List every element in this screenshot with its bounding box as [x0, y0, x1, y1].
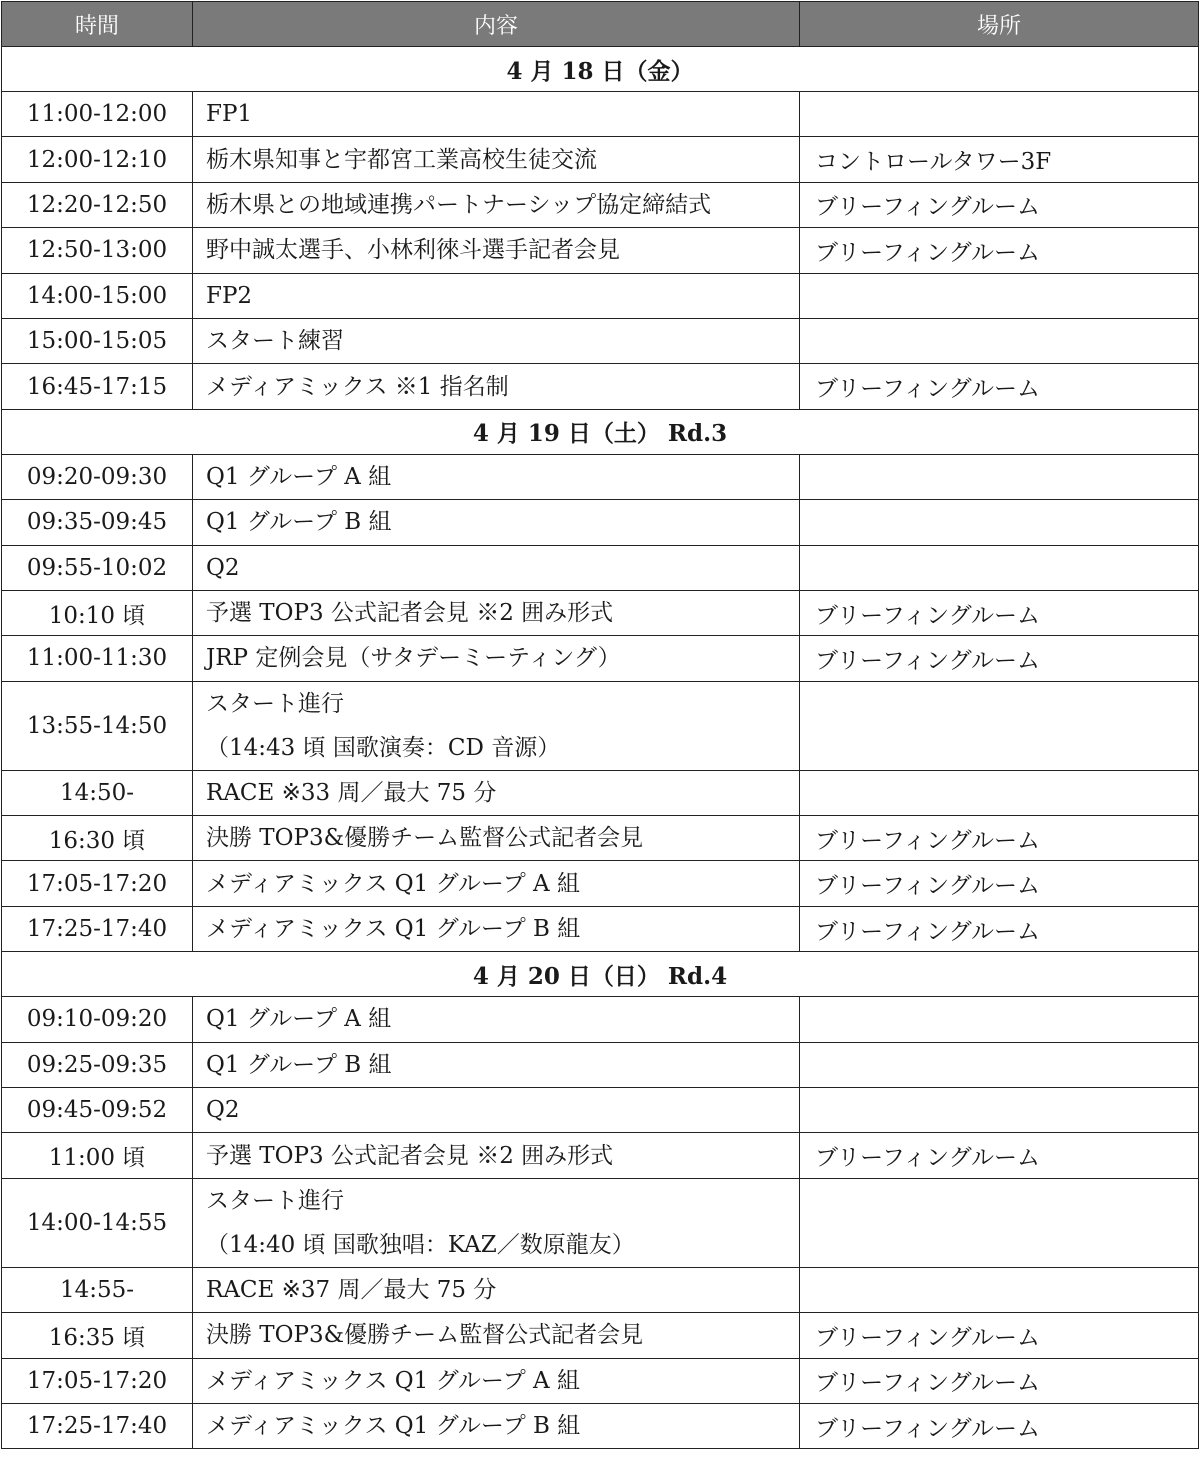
place-cell: ブリーフィングルーム	[800, 590, 1199, 635]
content-line: RACE ※37 周／最大 75 分	[206, 1277, 497, 1303]
header-time: 時間	[2, 2, 193, 47]
time-cell: 17:05-17:20	[2, 1358, 193, 1403]
content-line: 栃木県知事と宇都宮工業高校生徒交流	[206, 146, 597, 173]
header-place: 場所	[800, 2, 1199, 47]
time-cell: 09:20-09:30	[2, 454, 193, 499]
content-line: Q2	[206, 1097, 240, 1124]
day-header-row	[2, 47, 1199, 92]
table-row	[2, 1403, 1199, 1448]
content-line: FP1	[206, 101, 253, 128]
content-cell	[193, 770, 800, 815]
content-cell	[193, 1042, 800, 1087]
place-cell	[800, 681, 1199, 770]
content-line: JRP 定例会見（サタデーミーティング）	[206, 645, 621, 672]
content-line: 予選 TOP3 公式記者会見 ※2 囲み形式	[206, 600, 614, 627]
place-cell: ブリーフィングルーム	[800, 364, 1199, 409]
content-cell	[193, 137, 800, 182]
table-row	[2, 1358, 1199, 1403]
place-cell: ブリーフィングルーム	[800, 861, 1199, 906]
table-row	[2, 1042, 1199, 1087]
day-header-row	[2, 952, 1199, 997]
place-cell: ブリーフィングルーム	[800, 182, 1199, 227]
place-cell	[800, 1178, 1199, 1267]
time-cell: 17:05-17:20	[2, 861, 193, 906]
table-header	[2, 2, 1199, 47]
content-line: （14:40 頃 国歌独唱：KAZ／数原龍友）	[206, 1231, 635, 1258]
time-cell: 14:55-	[2, 1267, 193, 1312]
day-header-row	[2, 409, 1199, 454]
place-cell: ブリーフィングルーム	[800, 1403, 1199, 1448]
table-row	[2, 545, 1199, 590]
time-cell: 11:00-11:30	[2, 636, 193, 681]
time-cell: 16:45-17:15	[2, 364, 193, 409]
place-cell	[800, 273, 1199, 318]
time-cell: 14:00-15:00	[2, 273, 193, 318]
time-cell: 13:55-14:50	[2, 681, 193, 770]
time-cell: 15:00-15:05	[2, 318, 193, 363]
place-cell	[800, 92, 1199, 137]
time-cell: 17:25-17:40	[2, 906, 193, 951]
content-line: メディアミックス Q1 グループ A 組	[206, 870, 580, 897]
content-line: メディアミックス Q1 グループ B 組	[206, 1413, 581, 1440]
place-cell: ブリーフィングルーム	[800, 1313, 1199, 1358]
content-cell	[193, 545, 800, 590]
content-cell	[193, 182, 800, 227]
place-cell	[800, 997, 1199, 1042]
content-cell	[193, 906, 800, 951]
table-row	[2, 454, 1199, 499]
schedule-table	[1, 1, 1199, 1449]
content-cell	[193, 364, 800, 409]
table-row	[2, 590, 1199, 635]
place-cell	[800, 454, 1199, 499]
table-row	[2, 681, 1199, 770]
content-cell	[193, 1267, 800, 1312]
content-cell	[193, 590, 800, 635]
content-line: Q1 グループ A 組	[206, 1006, 392, 1033]
content-line: （14:43 頃 国歌演奏：CD 音源）	[206, 734, 561, 761]
place-cell: ブリーフィングルーム	[800, 816, 1199, 861]
table-body	[2, 47, 1199, 1449]
content-cell	[193, 1358, 800, 1403]
content-cell	[193, 1133, 800, 1178]
table-row	[2, 137, 1199, 182]
table-row	[2, 318, 1199, 363]
content-line: スタート練習	[206, 328, 344, 355]
table-row	[2, 1313, 1199, 1358]
content-line: メディアミックス Q1 グループ B 組	[206, 916, 581, 943]
content-cell	[193, 681, 800, 770]
header-content: 内容	[193, 2, 800, 47]
content-cell	[193, 1178, 800, 1267]
place-cell: ブリーフィングルーム	[800, 636, 1199, 681]
content-cell	[193, 861, 800, 906]
table-row	[2, 364, 1199, 409]
time-cell: 09:55-10:02	[2, 545, 193, 590]
content-line: スタート進行	[206, 690, 344, 717]
table-row	[2, 1178, 1199, 1267]
content-line: Q1 グループ B 組	[206, 509, 392, 536]
content-cell	[193, 318, 800, 363]
day-title: 4 月 18 日（金）	[2, 47, 1199, 92]
time-cell: 17:25-17:40	[2, 1403, 193, 1448]
content-line: Q1 グループ B 組	[206, 1051, 392, 1078]
time-cell: 10:10 頃	[2, 590, 193, 635]
place-cell: ブリーフィングルーム	[800, 228, 1199, 273]
content-cell	[193, 92, 800, 137]
place-cell	[800, 770, 1199, 815]
table-row	[2, 1267, 1199, 1312]
day-title: 4 月 19 日（土） Rd.3	[2, 409, 1199, 454]
time-cell: 14:50-	[2, 770, 193, 815]
time-cell: 09:25-09:35	[2, 1042, 193, 1087]
content-cell	[193, 997, 800, 1042]
time-cell: 12:00-12:10	[2, 137, 193, 182]
place-cell: ブリーフィングルーム	[800, 1133, 1199, 1178]
table-row	[2, 997, 1199, 1042]
time-cell: 16:35 頃	[2, 1313, 193, 1358]
place-cell: コントロールタワー3F	[800, 137, 1199, 182]
content-cell	[193, 454, 800, 499]
content-line: 栃木県との地域連携パートナーシップ協定締結式	[206, 191, 712, 218]
place-cell: ブリーフィングルーム	[800, 906, 1199, 951]
table-row	[2, 92, 1199, 137]
table-row	[2, 1088, 1199, 1133]
time-cell: 12:20-12:50	[2, 182, 193, 227]
time-cell: 16:30 頃	[2, 816, 193, 861]
content-cell	[193, 1313, 800, 1358]
content-line: 決勝 TOP3&優勝チーム監督公式記者会見	[206, 1322, 644, 1349]
content-cell	[193, 500, 800, 545]
time-cell: 11:00 頃	[2, 1133, 193, 1178]
content-line: FP2	[206, 282, 253, 309]
time-cell: 09:10-09:20	[2, 997, 193, 1042]
content-cell	[193, 228, 800, 273]
content-line: RACE ※33 周／最大 75 分	[206, 779, 497, 806]
content-cell	[193, 1403, 800, 1448]
place-cell	[800, 545, 1199, 590]
content-line: メディアミックス ※1 指名制	[206, 373, 509, 400]
place-cell	[800, 500, 1199, 545]
content-cell	[193, 273, 800, 318]
place-cell	[800, 318, 1199, 363]
table-row	[2, 273, 1199, 318]
place-cell	[800, 1267, 1199, 1312]
table-row	[2, 228, 1199, 273]
content-cell	[193, 636, 800, 681]
time-cell: 14:00-14:55	[2, 1178, 193, 1267]
time-cell: 11:00-12:00	[2, 92, 193, 137]
table-row	[2, 906, 1199, 951]
content-line: Q2	[206, 554, 240, 581]
day-title: 4 月 20 日（日） Rd.4	[2, 952, 1199, 997]
content-line: 予選 TOP3 公式記者会見 ※2 囲み形式	[206, 1142, 614, 1169]
time-cell: 12:50-13:00	[2, 228, 193, 273]
content-line: Q1 グループ A 組	[206, 463, 392, 490]
time-cell: 09:45-09:52	[2, 1088, 193, 1133]
table-row	[2, 816, 1199, 861]
table-row	[2, 636, 1199, 681]
place-cell	[800, 1088, 1199, 1133]
place-cell: ブリーフィングルーム	[800, 1358, 1199, 1403]
content-line: メディアミックス Q1 グループ A 組	[206, 1367, 580, 1394]
table-row	[2, 770, 1199, 815]
content-cell	[193, 1088, 800, 1133]
content-line: 野中誠太選手、小林利徠斗選手記者会見	[206, 237, 620, 264]
table-row	[2, 500, 1199, 545]
place-cell	[800, 1042, 1199, 1087]
table-row	[2, 1133, 1199, 1178]
content-line: スタート進行	[206, 1187, 344, 1214]
content-line: 決勝 TOP3&優勝チーム監督公式記者会見	[206, 825, 644, 852]
table-row	[2, 182, 1199, 227]
table-row	[2, 861, 1199, 906]
content-cell	[193, 816, 800, 861]
time-cell: 09:35-09:45	[2, 500, 193, 545]
